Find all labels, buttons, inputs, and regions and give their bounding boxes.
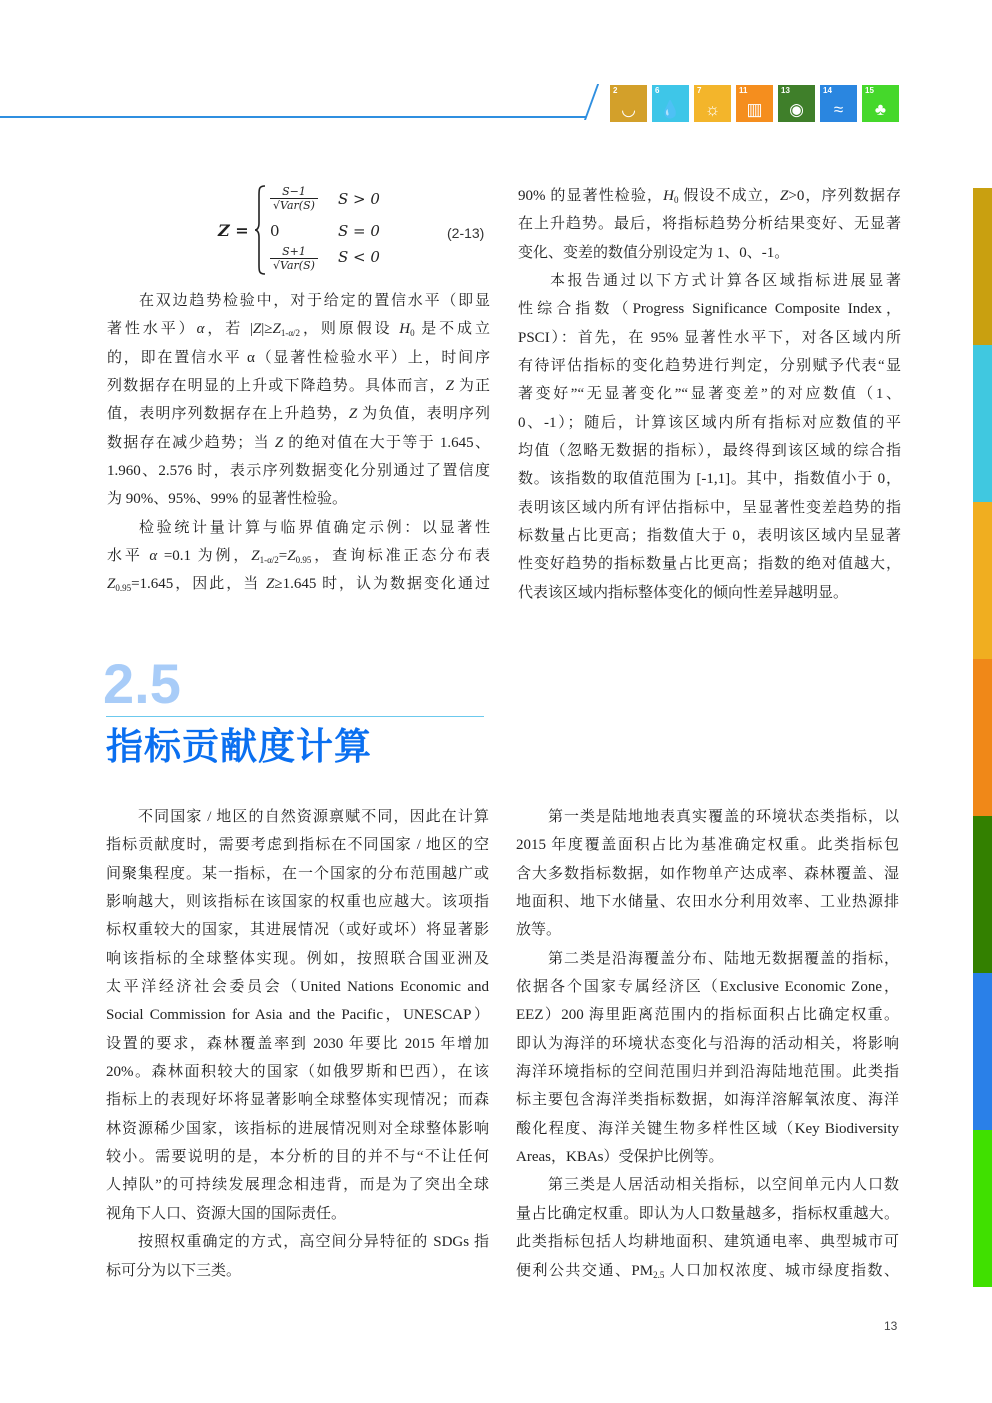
text-line: 列数据存在明显的上升或下降趋势。具体而言，Z 为正 bbox=[107, 378, 490, 395]
paragraph bbox=[107, 287, 490, 514]
sdg-goal-number: 7 bbox=[697, 86, 702, 95]
formula-2-13 bbox=[210, 183, 500, 278]
text-line: 均值（忽略无数据的指标），最终得到该区域的综合指 bbox=[518, 443, 901, 460]
text-line: 标可分为以下三类。 bbox=[106, 1262, 242, 1279]
text-line: 放等。 bbox=[516, 922, 562, 939]
text-line: 本报告通过以下方式计算各区域指标进展显著 bbox=[550, 273, 901, 290]
tree-icon: ♣ bbox=[874, 100, 887, 119]
math-variable: α bbox=[149, 548, 158, 565]
sidebar-color-band bbox=[973, 345, 992, 502]
math-variable: Z bbox=[348, 406, 358, 423]
body-column-bottom-left bbox=[106, 803, 489, 1285]
math-variable: Z bbox=[780, 188, 789, 204]
paragraph bbox=[518, 182, 901, 267]
text-line: 2015 年度覆盖面积占比为基准确定权重。此类指标包 bbox=[516, 837, 899, 854]
text-line: PSCI）：首先，在 95% 显著性水平下，对各区域内所 bbox=[518, 329, 901, 346]
math-variable: Z bbox=[251, 548, 260, 565]
sdg-goal-7-icon bbox=[694, 85, 731, 122]
sidebar-color-band bbox=[973, 659, 992, 816]
section-number: 2.5 bbox=[103, 652, 181, 715]
text-line: $Z_{0.95}=1.645$，因此，当 Z≥1.645 时，认为数据变化通过 bbox=[107, 576, 490, 594]
text-line: 较小。需要说明的是，本分析的目的并不与“不让任何 bbox=[106, 1149, 489, 1166]
paragraph bbox=[107, 514, 490, 599]
formula-case2-condition: S = 0 bbox=[338, 222, 380, 240]
formula-case1-denominator: √Var(S) bbox=[273, 199, 315, 212]
text-line: 标数量占比更高；指数值大于 0，表明该区域内呈显著 bbox=[518, 528, 901, 545]
text-line: Areas，KBAs）受保护比例等。 bbox=[516, 1149, 724, 1166]
text-line: 为 90%、95%、99% 的显著性检验。 bbox=[107, 491, 347, 508]
sdg-goal-number: 2 bbox=[613, 86, 618, 95]
formula-brace-icon bbox=[254, 185, 266, 275]
bowl-icon: ◡ bbox=[621, 100, 636, 119]
text-line: 有待评估指标的变化趋势进行判定，分别赋予代表“显 bbox=[518, 358, 901, 375]
subscript: 2.5 bbox=[653, 1269, 665, 1280]
text-line: 指标上的表现好坏将显著影响全球整体实现情况；而森 bbox=[106, 1092, 489, 1109]
water-drop-icon: 💧 bbox=[659, 100, 682, 119]
text-line: 表明该区域内所有评估指标中，呈显著性变差趋势的指 bbox=[518, 499, 901, 516]
formula-case2-value: 0 bbox=[270, 222, 280, 240]
paragraph bbox=[518, 267, 901, 607]
subscript: 0 bbox=[410, 328, 415, 339]
sdg-goal-number: 6 bbox=[655, 86, 660, 95]
text-line: 值，表明序列数据存在上升趋势，Z 为负值，表明序列 bbox=[107, 406, 490, 423]
math-variable: Z bbox=[445, 378, 454, 395]
fish-icon: ≈ bbox=[833, 100, 844, 119]
subscript: 1-α/2 bbox=[259, 555, 279, 566]
text-line: 此类指标包括人均耕地面积、建筑通电率、典型城市可 bbox=[516, 1234, 899, 1251]
text-line: 著变好”“无显著变化”“显著变差”的对应数值（1、 bbox=[518, 386, 901, 403]
math-variable: H bbox=[399, 321, 411, 338]
text-line: 量占比确定权重。即认为人口数量越多，指标权重越大。 bbox=[516, 1205, 899, 1222]
text-line: 间聚集程度。某一指标，在一个国家的分布范围越广或 bbox=[106, 865, 489, 882]
equation-number: (2-13) bbox=[447, 225, 485, 241]
sdg-goal-number: 14 bbox=[823, 86, 832, 95]
math-variable: α bbox=[196, 321, 205, 338]
text-line: 即认为海洋的环境状态变化与沿海的活动相关，将影响 bbox=[516, 1035, 899, 1052]
text-line: 按照权重确定的方式，高空间分异特征的 SDGs 指 bbox=[138, 1234, 489, 1251]
formula-case3-denominator: √Var(S) bbox=[273, 259, 315, 272]
text-line: EEZ）200 海里距离范围内的指标面积占比确定权重。 bbox=[516, 1007, 899, 1024]
text-line: 著性水平）α，若 $|Z|\ge Z_{1-\alpha/2}$，则原假设 $H_0$ 是不成立 bbox=[107, 321, 490, 339]
math-variable: Z bbox=[107, 576, 116, 593]
sdg-goal-6-icon bbox=[652, 85, 689, 122]
city-icon: ▥ bbox=[746, 100, 763, 119]
math-variable: Z bbox=[287, 548, 296, 565]
paragraph bbox=[516, 945, 899, 1172]
text-line: 太平洋经济社会委员会（United Nations Economic and bbox=[106, 979, 489, 996]
eye-globe-icon: ◉ bbox=[789, 100, 804, 119]
section-divider bbox=[106, 716, 484, 717]
page-number: 13 bbox=[884, 1319, 898, 1333]
body-column-top-left bbox=[107, 287, 490, 599]
body-column-bottom-right bbox=[516, 803, 899, 1285]
formula-case3-fraction bbox=[270, 245, 318, 273]
sidebar-color-band bbox=[973, 188, 992, 345]
subscript: 1-α/2 bbox=[280, 328, 301, 339]
text-line: 在双边趋势检验中，对于给定的置信水平（即显 bbox=[139, 293, 490, 309]
text-line: 海洋环境指标的空间范围归并到沿海陆地范围。此类指 bbox=[516, 1064, 899, 1081]
sdg-goal-11-icon bbox=[736, 85, 773, 122]
text-line: 含大多数指标数据，如作物单产达成率、森林覆盖、湿 bbox=[516, 865, 899, 882]
sidebar-color-band bbox=[973, 1130, 992, 1287]
text-line: 20%。森林面积较大的国家（如俄罗斯和巴西），在该 bbox=[106, 1064, 489, 1081]
body-column-top-right bbox=[518, 182, 901, 607]
text-line: 0、-1）；随后，计算该区域内所有指标对应数值的平 bbox=[518, 414, 901, 431]
text-line: 第二类是沿海覆盖分布、陆地无数据覆盖的指标， bbox=[548, 950, 899, 967]
sdg-goal-14-icon bbox=[820, 85, 857, 122]
text-line: 性变好趋势的指标数量占比更高；指数的绝对值越大， bbox=[518, 556, 901, 573]
sidebar-color-band bbox=[973, 816, 992, 973]
math-variable: Z bbox=[272, 321, 281, 338]
paragraph bbox=[516, 803, 899, 945]
text-line: 代表该区域内指标整体变化的倾向性差异越明显。 bbox=[518, 584, 849, 601]
text-line: 便利公共交通、$PM_{2.5}$ 人口加权浓度、城市绿度指数、 bbox=[516, 1262, 899, 1280]
sidebar-color-band bbox=[973, 973, 992, 1130]
text-line: Social Commission for Asia and the Pacific，UNESCAP） bbox=[106, 1007, 489, 1024]
text-line: 标权重较大的国家，其进展情况（或好或坏）将显著影 bbox=[106, 922, 489, 939]
math-variable: Z bbox=[274, 434, 284, 451]
text-line: 90% 的显著性检验，$H_0$ 假设不成立，Z>0，序列数据存 bbox=[518, 188, 901, 205]
text-line: 标主要包含海洋类指标数据，如海洋溶解氧浓度、海洋 bbox=[516, 1092, 899, 1109]
sdg-goal-2-icon bbox=[610, 85, 647, 122]
text-line: 变化、变差的数值分别设定为 1、0、-1。 bbox=[518, 244, 790, 261]
subscript: 0.95 bbox=[115, 583, 132, 594]
text-line: 影响越大，则该指标在该国家的权重也应越大。该项指 bbox=[106, 894, 489, 911]
text-line: 地面积、地下水储量、农田水分利用效率、工业热源排 bbox=[516, 894, 899, 911]
text-line: 林资源稀少国家，该指标的进展情况则对全球整体影响 bbox=[106, 1120, 489, 1137]
text-line: 酸化程度、海洋关键生物多样性区域（Key Biodiversity bbox=[516, 1120, 899, 1137]
header-rule bbox=[0, 116, 586, 118]
paragraph bbox=[106, 1228, 489, 1285]
sidebar-color-band bbox=[973, 502, 992, 659]
formula-case1-condition: S > 0 bbox=[338, 190, 380, 208]
header-rule-slash bbox=[584, 84, 599, 120]
text-line: 不同国家 / 地区的自然资源禀赋不同，因此在计算 bbox=[138, 809, 489, 825]
text-line: 性综合指数（Progress Significance Composite Index， bbox=[518, 301, 901, 318]
text-line: 第三类是人居活动相关指标，以空间单元内人口数 bbox=[548, 1177, 899, 1194]
text-line: 人掉队”的可持续发展理念相违背，而是为了突出全球 bbox=[106, 1177, 489, 1194]
text-line: 指标贡献度时，需要考虑到指标在不同国家 / 地区的空 bbox=[106, 837, 489, 854]
subscript: 0 bbox=[673, 195, 679, 205]
sdg-goal-15-icon bbox=[862, 85, 899, 122]
text-line: 1.960、2.576 时，表示序列数据变化分别通过了置信度 bbox=[107, 463, 490, 480]
text-line: 在上升趋势。最后，将指标趋势分析结果变好、无显著 bbox=[518, 216, 901, 233]
formula-lhs: Z = bbox=[218, 221, 249, 240]
text-line: 第一类是陆地地表真实覆盖的环境状态类指标，以 bbox=[548, 809, 899, 825]
sun-icon: ☼ bbox=[704, 100, 721, 119]
text-line: 依据各个国家专属经济区（Exclusive Economic Zone， bbox=[516, 979, 899, 996]
section-title: 指标贡献度计算 bbox=[106, 726, 372, 767]
subscript: 0.95 bbox=[295, 555, 312, 566]
text-line: 数据存在减少趋势；当 Z 的绝对值在大于等于 1.645、 bbox=[107, 434, 490, 451]
paragraph bbox=[516, 1171, 899, 1284]
math-variable: Z bbox=[252, 321, 262, 338]
formula-case1-numerator: S−1 bbox=[270, 185, 318, 199]
formula-case1-fraction bbox=[270, 185, 318, 213]
text-line: 的，即在置信水平 α（显著性检验水平）上，时间序 bbox=[107, 349, 490, 366]
text-line: 数。该指数的取值范围为 [-1,1]。其中，指数值小于 0， bbox=[518, 471, 901, 488]
text-line: 视角下人口、资源大国的国际责任。 bbox=[106, 1205, 347, 1222]
text-line: 水平 α =0.1 为例，$Z_{1-\alpha/2}=Z_{0.95}$，查询标准正态分布表 bbox=[107, 548, 490, 566]
math-variable: H bbox=[663, 188, 674, 204]
sdg-goal-13-icon bbox=[778, 85, 815, 122]
text-line: 检验统计量计算与临界值确定示例：以显著性 bbox=[139, 519, 490, 536]
math-variable: Z bbox=[266, 576, 275, 593]
paragraph bbox=[106, 803, 489, 1228]
formula-case3-condition: S < 0 bbox=[338, 248, 380, 266]
text-line: 响该指标的全球整体实现。例如，按照联合国亚洲及 bbox=[106, 950, 489, 967]
sdg-goal-number: 11 bbox=[739, 86, 748, 95]
formula-case3-numerator: S+1 bbox=[270, 245, 318, 259]
text-line: 设置的要求，森林覆盖率到 2030 年要比 2015 年增加 bbox=[106, 1035, 489, 1052]
sdg-goal-number: 13 bbox=[781, 86, 790, 95]
sdg-goal-number: 15 bbox=[865, 86, 874, 95]
